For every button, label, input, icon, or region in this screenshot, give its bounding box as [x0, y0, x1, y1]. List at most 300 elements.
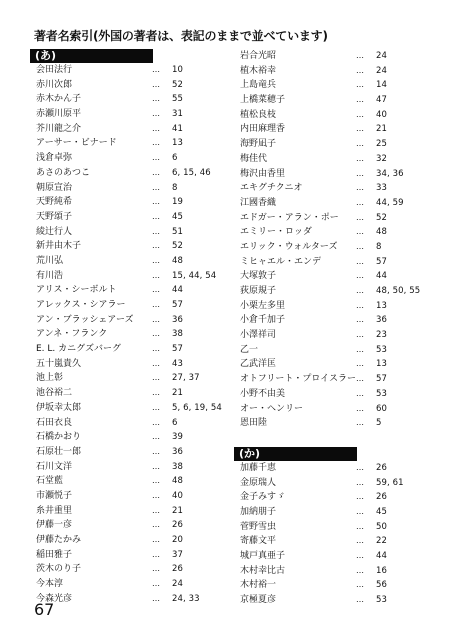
author-name: 伊藤一彦	[36, 520, 73, 531]
page-refs: 24, 33	[172, 593, 200, 604]
leader-dots: …	[356, 271, 364, 281]
leader-dots: …	[356, 168, 364, 178]
leader-dots: …	[356, 139, 364, 149]
author-name: エリック・ウォルターズ	[240, 241, 338, 252]
index-entry	[234, 269, 434, 284]
author-name: 伊藤たかみ	[36, 535, 82, 545]
leader-dots: …	[152, 329, 160, 339]
leader-dots: …	[152, 446, 160, 456]
page-refs: 57	[172, 344, 184, 355]
index-entry	[234, 328, 434, 343]
page-refs: 40	[172, 490, 184, 501]
author-name: 木村幸比古	[240, 565, 286, 576]
page-refs: 48, 50, 55	[376, 286, 421, 296]
index-entry	[234, 284, 434, 299]
leader-dots: …	[356, 359, 364, 369]
index-entry	[234, 93, 434, 108]
author-name: 大塚敦子	[240, 271, 277, 282]
page-refs: 6	[172, 153, 178, 164]
author-name: 石田衣良	[36, 417, 73, 428]
page-refs: 50	[376, 521, 388, 532]
author-name: 糸井重里	[36, 505, 73, 516]
author-name: 植木裕幸	[240, 65, 277, 76]
leader-dots: …	[152, 549, 160, 559]
page-refs: 57	[376, 256, 388, 267]
author-name: 荻原規子	[240, 286, 277, 296]
author-name: 菅野雪虫	[240, 521, 277, 532]
index-entry	[30, 298, 230, 313]
page-refs: 5, 6, 19, 54	[172, 402, 222, 413]
leader-dots: …	[356, 344, 364, 354]
page-refs: 25	[376, 139, 388, 150]
leader-dots: …	[356, 286, 364, 295]
page-refs: 21	[376, 124, 388, 135]
author-name: 天野純希	[36, 197, 73, 208]
leader-dots: …	[152, 109, 160, 119]
page-refs: 13	[376, 300, 388, 311]
author-name: 茨木のり子	[36, 564, 82, 575]
index-entry	[234, 313, 434, 328]
leader-dots: …	[356, 183, 364, 193]
leader-dots: …	[152, 226, 160, 236]
page-refs: 24	[376, 51, 388, 61]
author-name: 乙武洋匡	[240, 359, 277, 370]
page-refs: 48	[376, 227, 388, 238]
leader-dots: …	[356, 227, 364, 237]
author-name: 小栗左多里	[240, 300, 286, 311]
page-refs: 43	[172, 358, 184, 369]
author-name: アリス・シーボルト	[36, 285, 117, 296]
author-name: エドガー・アラン・ポー	[240, 212, 339, 223]
leader-dots: …	[356, 506, 364, 516]
leader-dots: …	[356, 65, 364, 75]
page-refs: 23	[376, 330, 388, 341]
index-entry	[234, 564, 434, 579]
leader-dots: …	[152, 402, 160, 412]
index-entry	[30, 445, 230, 460]
leader-dots: …	[356, 521, 364, 531]
leader-dots: …	[152, 358, 160, 368]
author-name: E. L. カニグズバーグ	[36, 344, 122, 355]
page-refs: 13	[376, 359, 388, 370]
leader-dots: …	[356, 153, 364, 163]
leader-dots: …	[152, 373, 160, 383]
page-refs: 8	[376, 241, 382, 252]
author-name: 池谷裕二	[36, 388, 73, 399]
page-refs: 24	[376, 65, 388, 76]
author-name: 赤川次郎	[36, 79, 73, 90]
leader-dots: …	[152, 564, 160, 574]
leader-dots: …	[152, 241, 160, 251]
leader-dots: …	[356, 80, 364, 90]
page-refs: 53	[376, 344, 388, 355]
leader-dots: …	[356, 595, 364, 605]
section-header-a: (あ)	[30, 49, 153, 63]
page-refs: 52	[172, 79, 184, 90]
leader-dots: …	[356, 580, 364, 590]
page-refs: 22	[376, 536, 388, 547]
author-name: 五十嵐貴久	[36, 358, 82, 369]
leader-dots: …	[152, 432, 160, 442]
index-entry	[30, 416, 230, 431]
index-entry	[234, 520, 434, 535]
author-name: 内田麻理香	[240, 124, 286, 135]
leader-dots: …	[356, 536, 364, 546]
index-entry	[234, 78, 434, 93]
index-entry	[30, 548, 230, 563]
page-refs: 21	[172, 505, 184, 516]
index-entry	[30, 166, 230, 181]
page-refs: 56	[376, 580, 388, 591]
leader-dots: …	[356, 551, 364, 560]
author-name: 金原瑞人	[240, 477, 277, 488]
leader-dots: …	[356, 300, 364, 310]
leader-dots: …	[356, 374, 364, 384]
index-entry	[30, 239, 230, 254]
author-name: 赤瀬川原平	[36, 109, 82, 120]
index-entry	[30, 401, 230, 416]
page-refs: 41	[172, 123, 184, 134]
index-entry	[30, 460, 230, 475]
index-entry	[30, 489, 230, 504]
author-name: あさのあつこ	[36, 167, 91, 178]
page-title: 著者名索引(外国の著者は、表記のままで並べています)	[34, 29, 328, 43]
author-name: 上島竜兵	[240, 80, 277, 91]
leader-dots: …	[152, 197, 160, 207]
author-name: 石橋かおり	[36, 432, 82, 443]
leader-dots: …	[356, 388, 364, 398]
leader-dots: …	[152, 167, 160, 177]
index-entry	[234, 122, 434, 137]
index-entry	[234, 108, 434, 123]
page-refs: 48	[172, 476, 184, 487]
index-entry	[234, 196, 434, 211]
leader-dots: …	[356, 418, 364, 428]
page-refs: 5	[376, 418, 382, 429]
leader-dots: …	[356, 109, 364, 119]
page-refs: 52	[376, 212, 388, 223]
author-name: 天野頌子	[36, 211, 73, 222]
page-refs: 44	[376, 271, 388, 282]
page-refs: 31	[172, 109, 184, 120]
leader-dots: …	[152, 285, 160, 295]
leader-dots: …	[356, 462, 364, 472]
page-refs: 51	[172, 226, 184, 237]
page-refs: 34, 36	[376, 168, 404, 179]
author-name: 石川文洋	[36, 461, 73, 472]
author-name: アレックス・シアラー	[36, 300, 126, 310]
author-name: オー・ヘンリー	[240, 403, 304, 414]
author-name: 岩合光昭	[240, 51, 277, 61]
index-entry	[30, 63, 230, 78]
page-refs: 44	[376, 551, 388, 561]
index-entry	[30, 195, 230, 210]
leader-dots: …	[152, 579, 160, 589]
leader-dots: …	[152, 211, 160, 221]
page-refs: 10	[172, 65, 184, 75]
page-refs: 27, 37	[172, 373, 200, 384]
author-name: 荒川弘	[36, 255, 64, 266]
page-refs: 57	[172, 300, 184, 310]
author-name: ミヒャエル・エンデ	[240, 256, 322, 267]
leader-dots: …	[356, 197, 364, 207]
page-refs: 16	[376, 565, 388, 576]
page-refs: 48	[172, 255, 184, 266]
page-refs: 20	[172, 535, 184, 545]
leader-dots: …	[152, 182, 160, 192]
index-entry	[30, 225, 230, 240]
leader-dots: …	[152, 417, 160, 427]
index-entry	[234, 152, 434, 167]
author-name: 小野不由美	[240, 388, 286, 399]
index-entry	[234, 211, 434, 226]
index-column-left	[30, 49, 230, 606]
leader-dots: …	[356, 241, 364, 251]
page-refs: 45	[172, 211, 184, 222]
index-entry	[234, 578, 434, 593]
index-entry	[30, 430, 230, 445]
index-entry	[234, 387, 434, 402]
author-name: 綾辻行人	[36, 226, 73, 237]
index-entry	[234, 357, 434, 372]
index-list-a-part1	[30, 63, 230, 606]
leader-dots: …	[152, 388, 160, 398]
leader-dots: …	[152, 490, 160, 500]
page-refs: 36	[172, 314, 184, 325]
leader-dots: …	[356, 477, 364, 487]
index-entry	[234, 416, 434, 431]
author-name: 新井由木子	[36, 241, 82, 252]
page-refs: 44	[172, 285, 184, 296]
index-entry	[30, 92, 230, 107]
author-name: 城戸真亜子	[240, 551, 286, 561]
author-name: アーサー・ビナード	[36, 138, 117, 149]
author-name: 木村裕一	[240, 580, 277, 591]
leader-dots: …	[152, 255, 160, 265]
author-name: 乙一	[240, 344, 259, 355]
index-entry	[234, 490, 434, 505]
author-name: 今本淳	[36, 579, 64, 590]
page-refs: 24	[172, 579, 184, 590]
page-refs: 26	[172, 564, 184, 575]
index-entry	[30, 577, 230, 592]
index-entry	[234, 505, 434, 520]
author-name: 梅沢由香里	[240, 168, 286, 179]
index-entry	[234, 225, 434, 240]
leader-dots: …	[152, 138, 160, 148]
leader-dots: …	[356, 565, 364, 575]
index-entry	[234, 255, 434, 270]
page-refs: 13	[172, 138, 184, 149]
page-refs: 40	[376, 109, 388, 120]
author-name: 稲田雅子	[36, 549, 73, 560]
index-entry	[30, 327, 230, 342]
index-list-ka	[234, 461, 434, 608]
index-entry	[234, 402, 434, 417]
author-name: 朝原宣治	[36, 182, 73, 193]
author-name: 伊坂幸太郎	[36, 402, 82, 413]
author-name: 石堂藍	[36, 476, 64, 487]
index-entry	[234, 299, 434, 314]
page-refs: 45	[376, 506, 388, 517]
leader-dots: …	[152, 314, 160, 324]
leader-dots: …	[152, 505, 160, 515]
page-refs: 53	[376, 595, 388, 606]
index-entry	[234, 181, 434, 196]
index-entry	[30, 518, 230, 533]
leader-dots: …	[356, 403, 364, 413]
index-column-right	[234, 49, 434, 608]
index-entry	[30, 342, 230, 357]
page-refs: 19	[172, 197, 184, 208]
author-name: オトフリート・プロイスラー	[240, 374, 357, 385]
author-name: 市瀬悦子	[36, 490, 73, 501]
author-name: 石原壮一郎	[36, 446, 82, 457]
author-name: 京極夏彦	[240, 595, 277, 606]
leader-dots: …	[152, 270, 160, 280]
author-name: エミリー・ロッダ	[240, 227, 312, 238]
author-name: 植松良枝	[240, 109, 277, 120]
leader-dots: …	[152, 461, 160, 471]
index-entry	[30, 562, 230, 577]
author-name: 恩田陸	[240, 418, 268, 429]
page-refs: 36	[376, 315, 388, 326]
author-name: アン・ブラッシェアーズ	[36, 314, 134, 325]
page-refs: 6	[172, 417, 178, 428]
page-refs: 32	[376, 153, 388, 164]
author-name: 加藤千恵	[240, 462, 277, 473]
index-entry	[30, 254, 230, 269]
index-entry	[234, 343, 434, 358]
leader-dots: …	[152, 535, 160, 544]
index-entry	[30, 210, 230, 225]
page-refs: 39	[172, 432, 184, 443]
leader-dots: …	[356, 492, 364, 502]
index-entry	[234, 549, 434, 564]
index-entry	[234, 49, 434, 64]
author-name: 小澤祥司	[240, 330, 277, 341]
page-refs: 53	[376, 388, 388, 399]
author-name: 芥川龍之介	[36, 123, 82, 134]
index-entry	[234, 64, 434, 79]
leader-dots: …	[356, 315, 364, 325]
author-name: 赤木かん子	[36, 94, 82, 105]
index-entry	[30, 371, 230, 386]
author-name: 江國香織	[240, 197, 277, 208]
index-entry	[30, 283, 230, 298]
leader-dots: …	[152, 123, 160, 133]
page-refs: 33	[376, 183, 388, 194]
author-name: 加納朋子	[240, 506, 277, 517]
author-name: 梅佳代	[240, 153, 268, 164]
author-name: 小倉千加子	[240, 315, 286, 326]
index-entry	[30, 474, 230, 489]
index-entry	[30, 136, 230, 151]
page-refs: 26	[172, 520, 184, 531]
page-refs: 15, 44, 54	[172, 270, 217, 281]
section-header-ka: (か)	[234, 447, 357, 461]
author-name: 有川浩	[36, 270, 64, 281]
leader-dots: …	[152, 344, 160, 354]
leader-dots: …	[356, 256, 364, 266]
index-entry	[234, 593, 434, 608]
index-entry	[30, 78, 230, 93]
author-name: 池上彰	[36, 373, 64, 384]
leader-dots: …	[152, 153, 160, 163]
page-refs: 47	[376, 95, 388, 106]
index-entry	[30, 107, 230, 122]
author-name: 今森光彦	[36, 593, 73, 604]
index-entry	[234, 372, 434, 387]
index-entry	[234, 240, 434, 255]
page-refs: 38	[172, 329, 184, 340]
page-refs: 37	[172, 549, 184, 560]
index-entry	[30, 504, 230, 519]
page-number: 67	[34, 600, 55, 619]
leader-dots: …	[152, 593, 160, 603]
leader-dots: …	[152, 79, 160, 89]
page-refs: 36	[172, 446, 184, 457]
page-refs: 59, 61	[376, 477, 404, 488]
author-name: アンネ・フランク	[36, 329, 108, 340]
leader-dots: …	[356, 124, 364, 134]
leader-dots: …	[152, 94, 160, 104]
leader-dots: …	[152, 476, 160, 486]
index-entry	[30, 533, 230, 548]
leader-dots: …	[356, 95, 364, 105]
page-refs: 44, 59	[376, 197, 404, 208]
index-entry	[30, 357, 230, 372]
leader-dots: …	[152, 65, 160, 74]
author-name: 寄藤文平	[240, 536, 277, 547]
index-entry	[30, 181, 230, 196]
page-refs: 57	[376, 374, 388, 385]
author-name: 会田法行	[36, 65, 73, 75]
author-name: 浅倉卓弥	[36, 153, 73, 164]
page-refs: 38	[172, 461, 184, 472]
leader-dots: …	[152, 520, 160, 530]
author-name: 海野凪子	[240, 139, 277, 150]
index-entry	[234, 461, 434, 476]
page-refs: 21	[172, 388, 184, 399]
page-refs: 26	[376, 492, 388, 503]
index-entry	[234, 137, 434, 152]
index-entry	[30, 313, 230, 328]
author-name: 金子みすゞ	[240, 492, 286, 503]
author-name: エキグチクニオ	[240, 183, 303, 194]
page-refs: 6, 15, 46	[172, 167, 211, 178]
page-refs: 52	[172, 241, 184, 252]
index-entry	[30, 269, 230, 284]
index-list-a-part2	[234, 49, 434, 431]
index-entry	[234, 167, 434, 182]
index-entry	[30, 122, 230, 137]
page-refs: 55	[172, 94, 184, 105]
index-entry	[234, 534, 434, 549]
leader-dots: …	[152, 300, 160, 309]
author-name: 上橋菜穂子	[240, 95, 286, 106]
page-refs: 60	[376, 403, 388, 414]
leader-dots: …	[356, 330, 364, 340]
index-entry	[30, 386, 230, 401]
leader-dots: …	[356, 212, 364, 222]
index-entry	[234, 476, 434, 491]
index-entry	[30, 592, 230, 607]
page-refs: 26	[376, 462, 388, 473]
leader-dots: …	[356, 51, 364, 60]
page-refs: 14	[376, 80, 388, 91]
index-entry	[30, 151, 230, 166]
